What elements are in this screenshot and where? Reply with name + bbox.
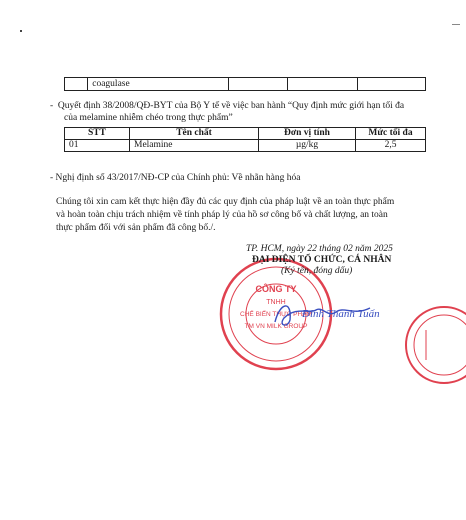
melamine-table <box>64 127 426 152</box>
table-cell: coagulase <box>88 78 229 91</box>
col-header: Đơn vị tính <box>259 128 356 140</box>
regulation-item: - Quyết định 38/2008/QĐ-BYT của Bộ Y tế về việc ban hành “Quy định mức giới hạn tối đa <box>50 101 405 111</box>
commitment-paragraph: Chúng tôi xin cam kết thực hiện đầy đủ các quy định của pháp luật về an toàn thực phẩm và hoàn toàn chịu trách nhiệm về tính pháp lý của hồ sơ công bố và chất lượng, an toàn thực phẩm đối với sản phẩm đã công bố./. <box>56 197 395 233</box>
seal-text: TNHH <box>266 299 286 306</box>
representative-title: ĐẠI DIỆN TỔ CHỨC, CÁ NHÂN <box>252 255 392 265</box>
sign-instruction: (Ký tên, đóng dấu) <box>281 266 353 276</box>
sign-date: TP. HCM, ngày 22 tháng 02 năm 2025 <box>246 244 393 254</box>
scan-mark-right <box>452 24 460 25</box>
seal-text: CHẾ BIẾN THỰC PHẨM <box>240 311 312 318</box>
scan-mark <box>20 30 22 32</box>
table-header-row <box>65 128 426 140</box>
seal-text: CÔNG TY <box>255 284 297 294</box>
col-header: STT <box>65 128 130 140</box>
table-row <box>65 140 426 152</box>
table-row <box>65 78 426 91</box>
table-cell: µg/kg <box>259 140 356 152</box>
regulation-item-2: - Nghị định số 43/2017/NĐ-CP của Chính phủ: Về nhãn hàng hóa <box>50 173 301 183</box>
partial-seal <box>396 300 466 390</box>
criteria-table-tail <box>64 77 426 91</box>
table-cell: 01 <box>65 140 130 152</box>
regulation-item-cont: của melamine nhiễm chéo trong thực phẩm” <box>64 113 233 123</box>
table-cell: Melamine <box>130 140 259 152</box>
col-header: Tên chất <box>130 128 259 140</box>
signer-name: Đinh Thanh Tuấn <box>302 308 380 320</box>
table-cell: 2,5 <box>356 140 426 152</box>
col-header: Mức tối đa <box>356 128 426 140</box>
seal-text: TM VN MILK GROUP <box>244 323 308 330</box>
